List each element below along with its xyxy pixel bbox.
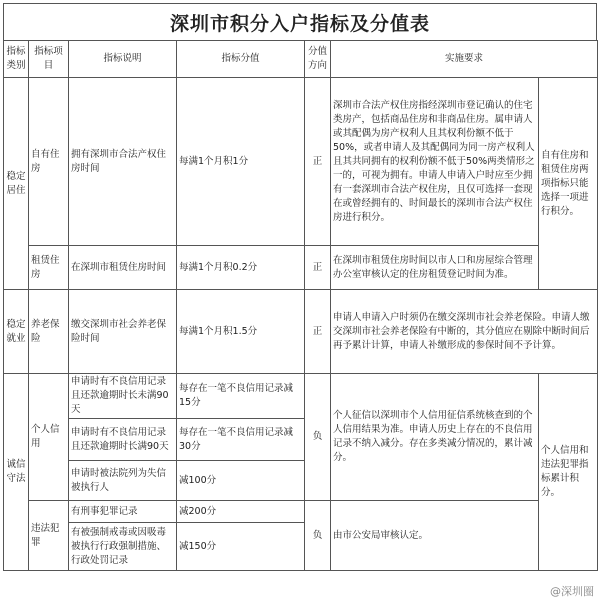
description-cell: 有被强制戒毒或因吸毒被执行行政强制措施、行政处罚记录 — [69, 523, 177, 571]
direction-cell: 正 — [305, 78, 331, 246]
category-cell: 诚信守法 — [4, 374, 29, 571]
item-cell: 养老保险 — [29, 290, 69, 374]
note-cell: 自有住房和租赁住房两项指标只能选择一项进行积分。 — [539, 78, 598, 290]
requirement-cell: 申请人申请入户时须仍在缴交深圳市社会养老保险。申请人缴交深圳市社会养老保险有中断的，其分值应在剔除中断时间后再予累计计算，申请人补缴形成的参保时间不予计算。 — [331, 290, 598, 374]
watermark: @深圳圈 — [550, 585, 594, 598]
header-category: 指标类别 — [4, 41, 29, 78]
item-cell: 违法犯罪 — [29, 501, 69, 571]
table-row — [4, 78, 598, 246]
points-table-document — [3, 3, 597, 571]
item-cell: 个人信用 — [29, 374, 69, 501]
direction-cell: 负 — [305, 501, 331, 571]
direction-cell: 正 — [305, 246, 331, 290]
note-cell: 个人信用和违法犯罪指标累计积分。 — [539, 374, 598, 571]
score-cell: 减100分 — [177, 461, 305, 501]
category-cell: 稳定就业 — [4, 290, 29, 374]
table-row — [4, 246, 598, 290]
item-cell: 自有住房 — [29, 78, 69, 246]
score-cell: 每存在一笔不良信用记录减30分 — [177, 419, 305, 461]
score-cell: 每满1个月积1分 — [177, 78, 305, 246]
description-cell: 申请时有不良信用记录且还款逾期时长满90天 — [69, 419, 177, 461]
score-cell: 每满1个月积0.2分 — [177, 246, 305, 290]
table-row — [4, 374, 598, 419]
requirement-cell: 在深圳市租赁住房时间以市人口和房屋综合管理办公室审核认定的住房租赁登记时间为准。 — [331, 246, 539, 290]
score-cell: 每满1个月积1.5分 — [177, 290, 305, 374]
item-cell: 租赁住房 — [29, 246, 69, 290]
header-direction: 分值方向 — [305, 41, 331, 78]
category-cell: 稳定居住 — [4, 78, 29, 290]
header-score: 指标分值 — [177, 41, 305, 78]
description-cell: 拥有深圳市合法产权住房时间 — [69, 78, 177, 246]
description-cell: 申请时被法院列为失信被执行人 — [69, 461, 177, 501]
description-cell: 申请时有不良信用记录且还款逾期时长未满90天 — [69, 374, 177, 419]
description-cell: 在深圳市租赁住房时间 — [69, 246, 177, 290]
score-cell: 每存在一笔不良信用记录减15分 — [177, 374, 305, 419]
direction-cell: 负 — [305, 374, 331, 501]
requirement-cell: 由市公安局审核认定。 — [331, 501, 539, 571]
requirement-cell: 深圳市合法产权住房指经深圳市登记确认的住宅类房产，包括商品住房和非商品住房。属申请人或其配偶为房产权利人且其权利份额不低于50%，或者申请人及其配偶同为同一房产权利人且其共同拥有的权利份额不低于50%两类情形之一的，可视为拥有。申请人申请入户时应至少拥有一套深圳市合法产权住房，且仅可选择一套现在或曾经拥有的、时间最长的深圳市合法产权住房进行积分。 — [331, 78, 539, 246]
header-description: 指标说明 — [69, 41, 177, 78]
score-cell: 减150分 — [177, 523, 305, 571]
requirement-cell: 个人征信以深圳市个人信用征信系统核查到的个人信用结果为准。申请人历史上存在的不良信用记录不纳入减分。存在多类减分情况的，累计减分。 — [331, 374, 539, 501]
table-row — [4, 501, 598, 523]
direction-cell: 正 — [305, 290, 331, 374]
header-requirements: 实施要求 — [331, 41, 598, 78]
score-cell: 减200分 — [177, 501, 305, 523]
points-table — [3, 40, 598, 571]
document-title: 深圳市积分入户指标及分值表 — [3, 3, 597, 40]
description-cell: 缴交深圳市社会养老保险时间 — [69, 290, 177, 374]
description-cell: 有刑事犯罪记录 — [69, 501, 177, 523]
header-row — [4, 41, 598, 78]
header-item: 指标项目 — [29, 41, 69, 78]
table-row — [4, 290, 598, 374]
